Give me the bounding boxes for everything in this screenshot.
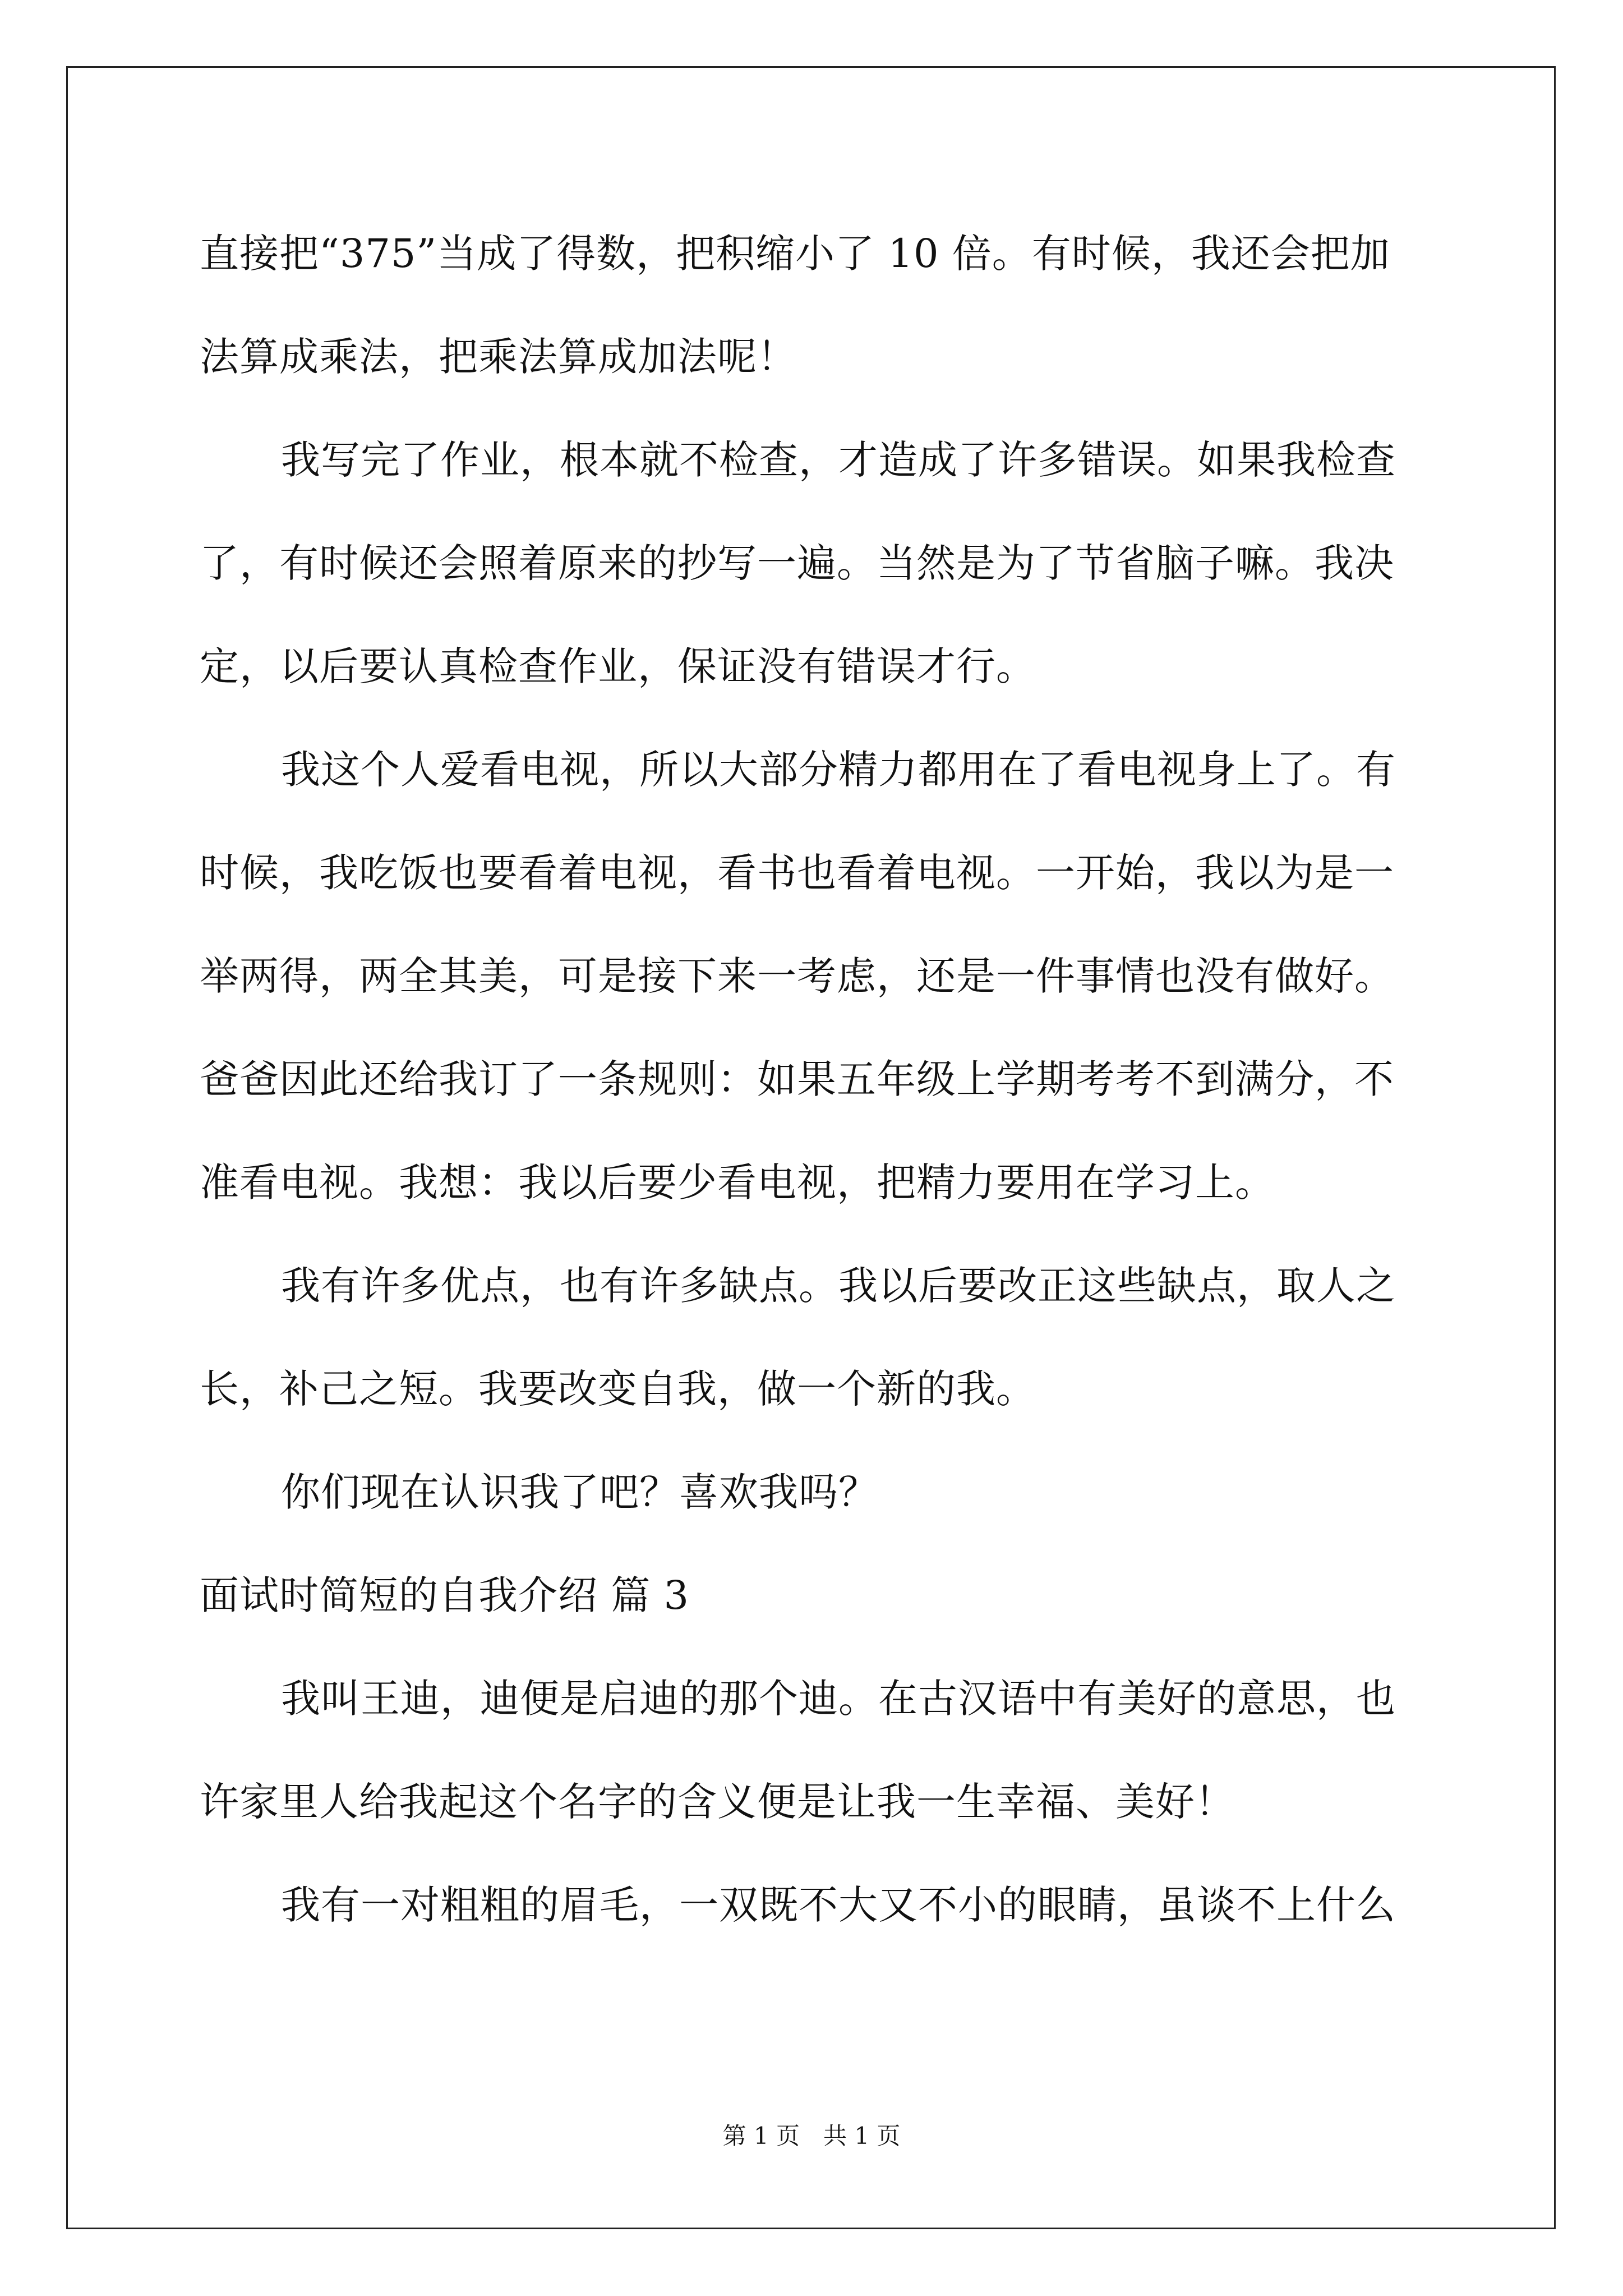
text-line: 法算成乘法，把乘法算成加法呢！: [200, 334, 797, 380]
section-heading: 面试时简短的自我介绍 篇 3: [200, 1572, 690, 1618]
text-line: 定，以后要认真检查作业，保证没有错误才行。: [200, 643, 1036, 689]
text-line: 举两得，两全其美，可是接下来一考虑，还是一件事情也没有做好。: [200, 953, 1394, 999]
page-footer: [0, 2119, 1623, 2153]
text-line: 长，补己之短。我要改变自我，做一个新的我。: [200, 1366, 1036, 1412]
text-line: 直接把“375”当成了得数，把积缩小了 10 倍。有时候，我还会把加: [200, 231, 1390, 277]
text-line: 你们现在认识我了吧？喜欢我吗？: [281, 1469, 878, 1515]
text-line: 爸爸因此还给我订了一条规则：如果五年级上学期考考不到满分，不: [200, 1056, 1394, 1102]
text-line: 我这个人爱看电视，所以大部分精力都用在了看电视身上了。有: [281, 747, 1396, 793]
text-line: 我有一对粗粗的眉毛，一双既不大又不小的眼睛，虽谈不上什么: [281, 1882, 1396, 1928]
text-line: 我有许多优点，也有许多缺点。我以后要改正这些缺点，取人之: [281, 1263, 1396, 1309]
page-number-label: 第 1 页 共 1 页: [722, 2122, 901, 2150]
text-line: 许家里人给我起这个名字的含义便是让我一生幸福、美好！: [200, 1779, 1235, 1825]
text-line: 时候，我吃饭也要看着电视，看书也看着电视。一开始，我以为是一: [200, 850, 1394, 896]
text-line: 我写完了作业，根本就不检查，才造成了许多错误。如果我检查: [281, 437, 1396, 483]
document-body: [200, 202, 1422, 1957]
text-line: 我叫王迪，迪便是启迪的那个迪。在古汉语中有美好的意思，也: [281, 1676, 1396, 1722]
text-line: 了，有时候还会照着原来的抄写一遍。当然是为了节省脑子嘛。我决: [200, 540, 1394, 586]
text-line: 准看电视。我想：我以后要少看电视，把精力要用在学习上。: [200, 1159, 1275, 1205]
